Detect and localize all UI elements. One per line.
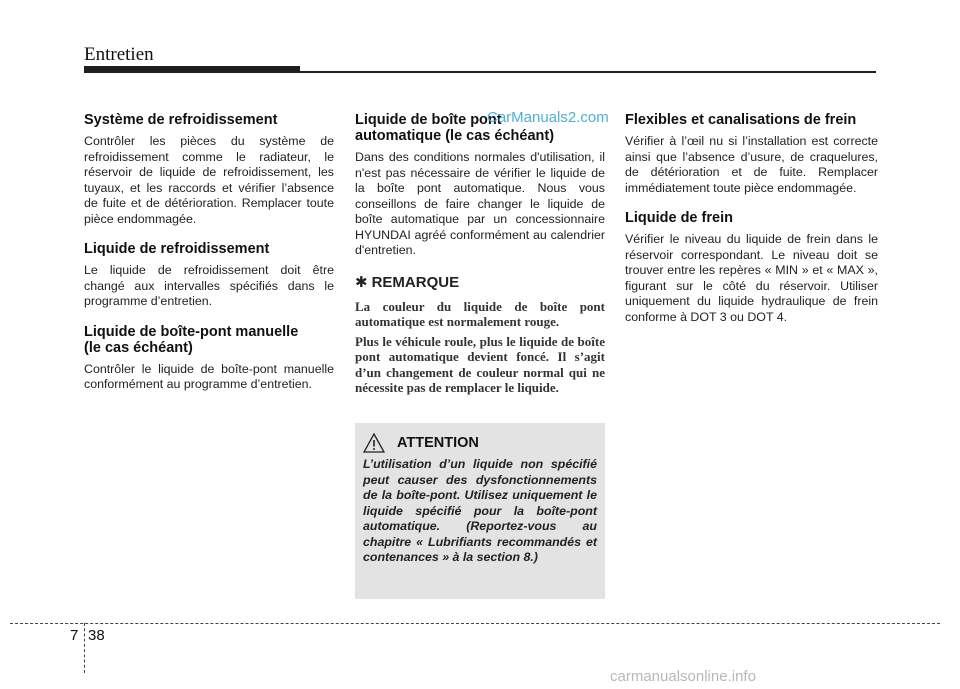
note-paragraph-2: Plus le véhicule roule, plus le liquide de boîte pont automatique devient foncé. Il s’agit d’un changement de couleur normal qui ne nécessite pas de remplacer le liquide. <box>355 333 605 395</box>
section-text-manual-transaxle-fluid: Contrôler le liquide de boîte-pont manuelle conformément au programme d’entretien. <box>84 361 334 391</box>
title-line-2: automatique (le cas échéant) <box>355 128 555 144</box>
attention-header <box>363 433 597 453</box>
section-title-manual-transaxle-fluid <box>84 324 334 356</box>
section-text-brake-fluid: Vérifier le niveau du liquide de frein dans le réservoir correspondant. Le niveau doit se trouver entre les repères « MIN » et « MAX », figurant sur le côté du réservoir. Utiliser uniquement du liquide hydraulique de frein conforme à DOT 3 ou DOT 4. <box>625 232 878 324</box>
title-line-1: Liquide de boîte pont <box>355 112 502 128</box>
note-paragraph-1: La couleur du liquide de boîte pont automatique est normalement rouge. <box>355 298 605 329</box>
note-cross-icon: ✱ <box>355 273 368 291</box>
section-title-coolant: Liquide de refroidissement <box>84 241 270 257</box>
attention-box <box>355 423 605 599</box>
footer-dashed-divider <box>84 623 85 673</box>
section-text-automatic-transaxle-fluid: Dans des conditions normales d'utilisation, il n'est pas nécessaire de vérifier le liquide de la boîte pont automatique. Nous vous conseillons de faire changer le liquide de boîte automatique par un concessionnaire HYUNDAI agréé conformément au calendrier d'entretien. <box>355 150 605 257</box>
note-heading <box>355 273 605 291</box>
footer-dashed-rule <box>10 623 940 624</box>
watermark-top: CarManuals2.com <box>487 109 609 126</box>
warning-triangle-icon <box>363 433 385 453</box>
watermark-bottom: carmanualsonline.info <box>610 668 756 685</box>
left-column <box>84 112 334 407</box>
section-text-cooling-system: Contrôler les pièces du système de refroidissement comme le radiateur, le réservoir de liquide de refroidissement, les tuyaux, et les raccords et vérifier l’absence de fuite et de détérioration. Remplacer toute pièce endommagée. <box>84 134 334 226</box>
header-rule-thick <box>84 66 300 73</box>
section-title-cooling-system: Système de refroidissement <box>84 112 278 128</box>
note-title: REMARQUE <box>371 273 460 291</box>
section-text-coolant: Le liquide de refroidissement doit être changé aux intervalles spécifiés dans le programme d’entretien. <box>84 263 334 308</box>
title-line-2: (le cas échéant) <box>84 339 193 356</box>
attention-title: ATTENTION <box>397 435 479 451</box>
section-text-brake-hoses: Vérifier à l’œil nu si l’installation est correcte ainsi que l’absence d’usure, de craquelures, de détérioration et de fuite. Remplacer immédiatement toute pièce endommagée. <box>625 134 878 195</box>
middle-column <box>355 112 605 400</box>
right-column <box>625 112 878 339</box>
section-title-brake-hoses: Flexibles et canalisations de frein <box>625 112 857 128</box>
attention-text: L’utilisation d’un liquide non spécifié peut causer des dysfonctionnements de la boîte-pont. Utilisez uniquement le liquide spécifié pour la boîte-pont automatique. (Reportez-vous au chapitre « Lubrifiants recommandés et contenances » à la section 8.) <box>363 457 597 564</box>
header-rule-thin <box>300 71 876 73</box>
page-chapter-number: 7 <box>70 627 79 644</box>
section-title-brake-fluid: Liquide de frein <box>625 210 733 226</box>
title-line-1: Liquide de boîte-pont manuelle <box>84 323 299 340</box>
page-header-title: Entretien <box>84 44 154 65</box>
page-number: 38 <box>88 627 105 644</box>
